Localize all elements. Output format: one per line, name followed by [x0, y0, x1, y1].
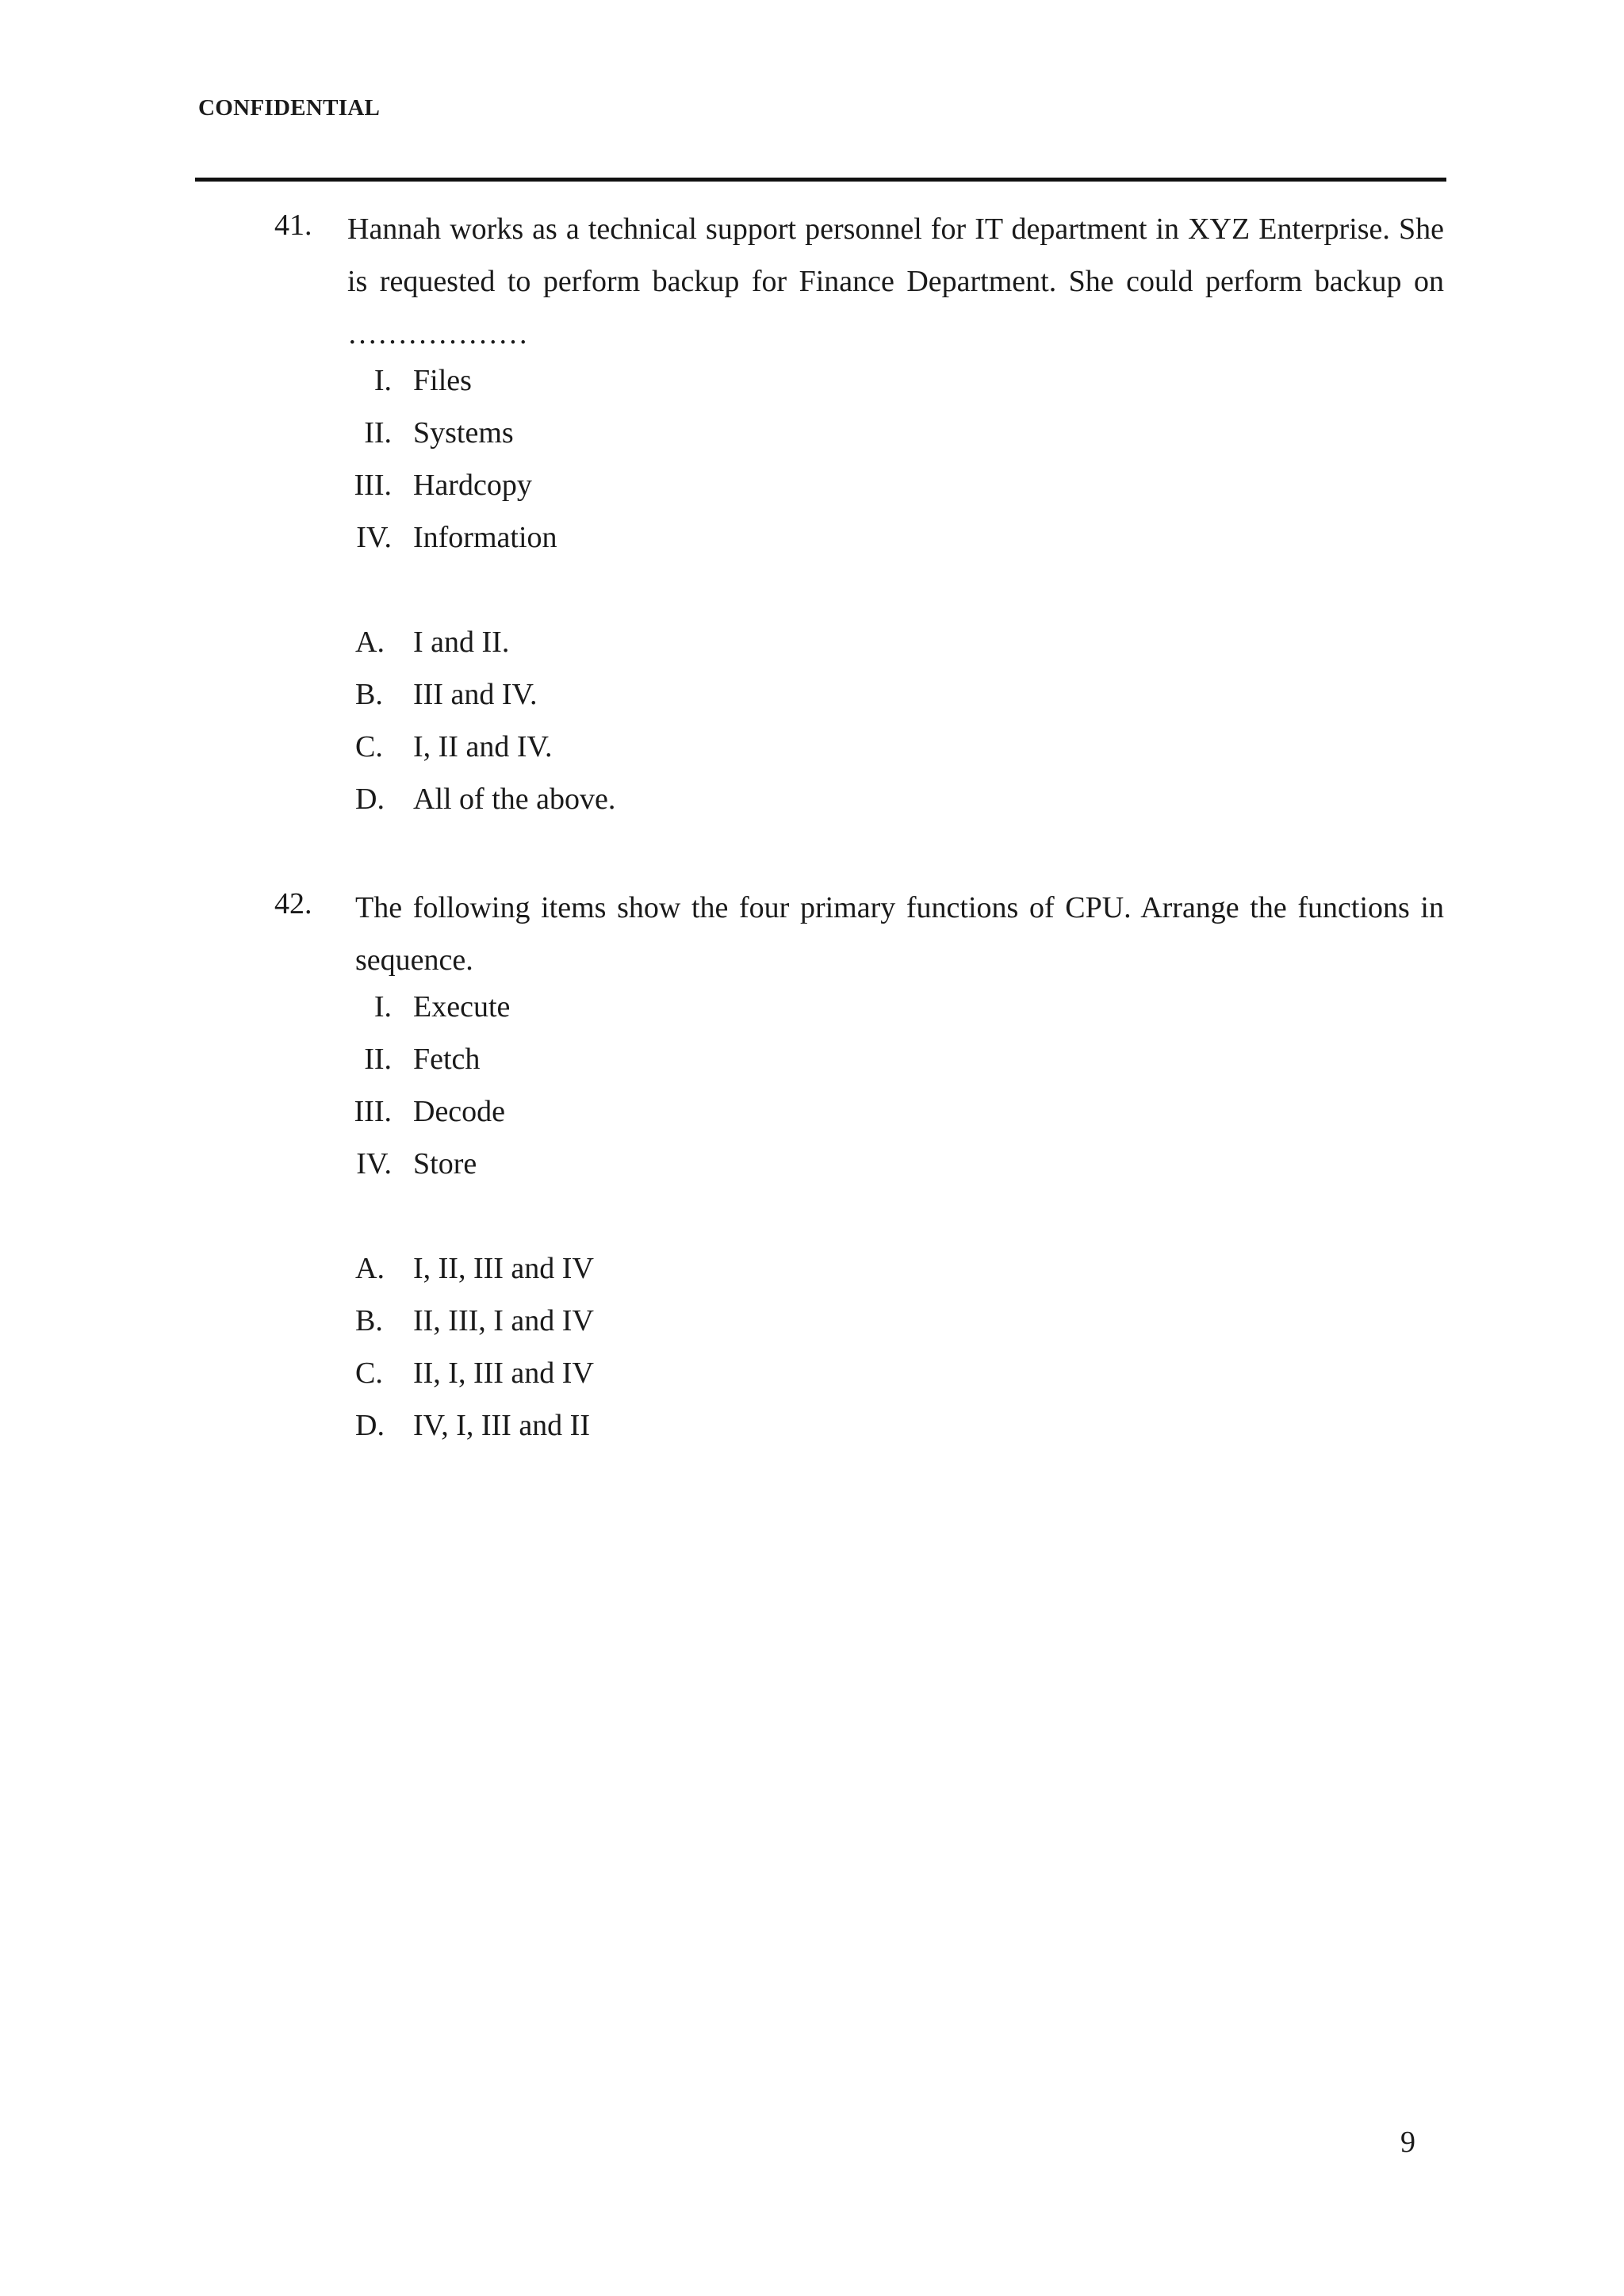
roman-numeral: III. [354, 469, 392, 502]
choice-text: III and IV. [413, 678, 538, 711]
question-number: 41. [274, 209, 312, 242]
answer-choice-d [274, 1408, 1067, 1448]
list-item [274, 415, 1067, 455]
page-header-label: CONFIDENTIAL [198, 95, 381, 121]
choice-letter: B. [355, 1304, 383, 1337]
choice-text: I and II. [413, 626, 510, 659]
question-text: The following items show the four primary functions of CPU. Arrange the functions in sequence. [355, 891, 1444, 977]
item-text: Execute [413, 990, 511, 1024]
roman-numeral: IV. [356, 521, 392, 554]
question-number: 42. [274, 887, 312, 920]
choice-letter: D. [355, 783, 385, 816]
choice-letter: C. [355, 1357, 383, 1390]
answer-choice-a [274, 625, 1067, 664]
list-item [274, 520, 1067, 560]
roman-numeral: II. [364, 416, 392, 450]
answer-choice-b [274, 1303, 1067, 1343]
question-41 [274, 208, 1444, 826]
choice-letter: A. [355, 1252, 385, 1285]
roman-numeral: IV. [356, 1147, 392, 1181]
question-42 [274, 886, 1444, 1457]
choice-text: II, III, I and IV [413, 1304, 594, 1337]
choice-letter: C. [355, 730, 383, 763]
answer-choice-c [274, 729, 1067, 769]
list-item [274, 363, 1067, 403]
answer-choice-b [274, 677, 1067, 717]
answer-choice-a [274, 1251, 1067, 1291]
list-item [274, 1094, 1067, 1134]
choice-letter: D. [355, 1409, 385, 1442]
roman-numeral: I. [373, 990, 392, 1024]
item-text: Files [413, 364, 472, 397]
page-number: 9 [1400, 2126, 1415, 2159]
item-text: Store [413, 1147, 477, 1181]
choice-letter: A. [355, 626, 385, 659]
item-text: Fetch [413, 1043, 481, 1076]
choice-text: I, II and IV. [413, 730, 553, 763]
list-item [274, 989, 1067, 1029]
answer-choice-d [274, 782, 1067, 821]
choice-text: IV, I, III and II [413, 1409, 590, 1442]
question-text: Hannah works as a technical support personnel for IT department in XYZ Enterprise. She is requested to perform backup for Finance Department. She could perform backup on ……………… [347, 212, 1444, 350]
list-item [274, 1146, 1067, 1186]
roman-numeral: III. [354, 1095, 392, 1128]
list-item [274, 1042, 1067, 1081]
list-item [274, 468, 1067, 507]
item-text: Decode [413, 1095, 506, 1128]
roman-numeral: I. [373, 364, 392, 397]
choice-text: I, II, III and IV [413, 1252, 594, 1285]
item-text: Hardcopy [413, 469, 532, 502]
choice-text: II, I, III and IV [413, 1357, 594, 1390]
choice-text: All of the above. [413, 783, 616, 816]
item-text: Systems [413, 416, 514, 450]
header-divider [195, 178, 1446, 182]
answer-choice-c [274, 1356, 1067, 1395]
choice-letter: B. [355, 678, 383, 711]
item-text: Information [413, 521, 557, 554]
roman-numeral: II. [364, 1043, 392, 1076]
